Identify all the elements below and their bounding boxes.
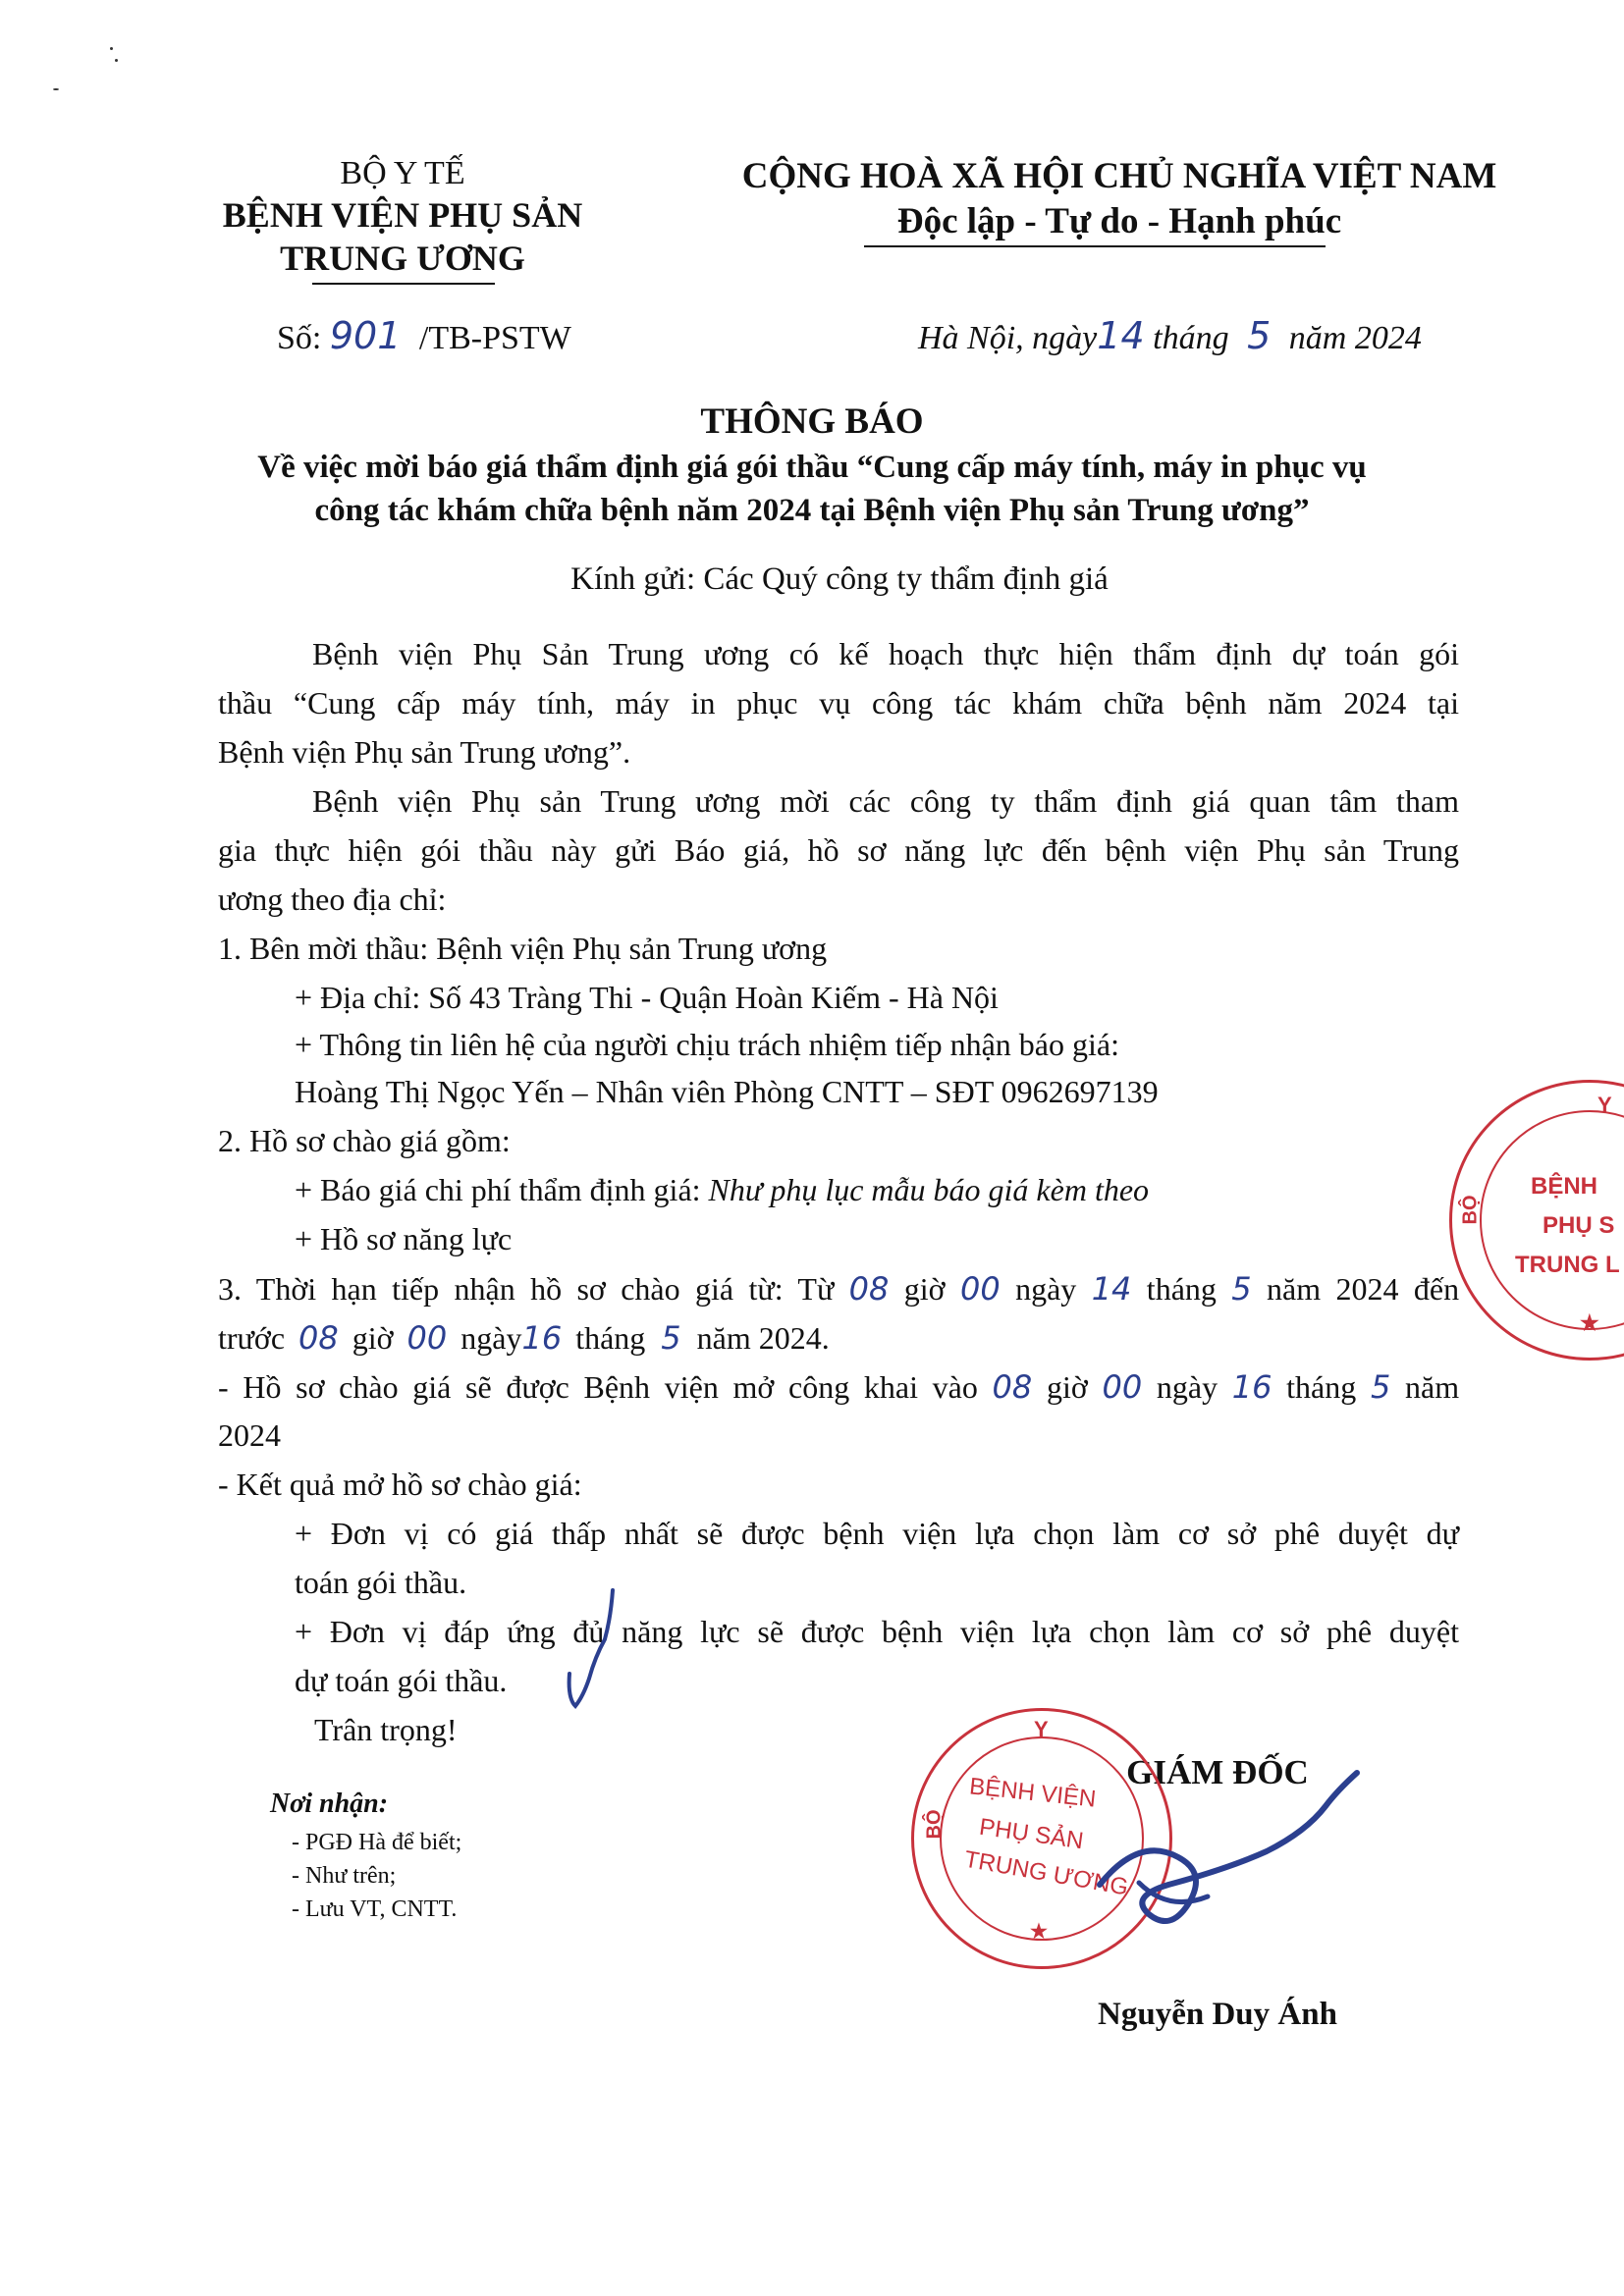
issue-date: [918, 314, 1422, 357]
date-month: 5: [1247, 314, 1272, 357]
opening-text: năm: [1404, 1369, 1460, 1405]
side-stamp-line3: TRUNG L: [1515, 1252, 1620, 1278]
notice-subject-line2: công tác khám chữa bệnh năm 2024 tại Bệnh viện Phụ sản Trung ương”: [314, 493, 1310, 528]
scan-speck: [115, 59, 118, 62]
side-stamp-line2: PHỤ S: [1543, 1212, 1615, 1239]
handwritten-initial: [550, 1580, 628, 1718]
date-year: năm 2024: [1288, 320, 1422, 356]
opening-hour: 08: [992, 1368, 1033, 1406]
paragraph-1-line1: Bệnh viện Phụ Sản Trung ương có kế hoạch thực hiện thẩm định dự toán gói: [312, 636, 1459, 671]
recipients-heading: Nơi nhận:: [270, 1789, 389, 1819]
item-1-person: Hoàng Thị Ngọc Yến – Nhân viên Phòng CNTT – SĐT 0962697139: [295, 1074, 1159, 1109]
opening-day: 16: [1231, 1368, 1272, 1406]
doc-number-suffix: /TB-PSTW: [418, 320, 571, 356]
opening-text: - Hồ sơ chào giá sẽ được Bệnh viện mở công khai vào: [218, 1369, 978, 1405]
motto-underline: [864, 245, 1326, 247]
paragraph-2-line3: ương theo địa chỉ:: [218, 881, 447, 917]
hospital-name-line1: BỆNH VIỆN PHỤ SẢN: [222, 195, 583, 235]
item-3-month: 5: [1231, 1270, 1252, 1308]
result-a-line1: + Đơn vị có giá thấp nhất sẽ được bệnh viện lựa chọn làm cơ sở phê duyệt dự: [295, 1516, 1459, 1551]
date-month-label: tháng: [1153, 320, 1229, 356]
paragraph-1-line3: Bệnh viện Phụ sản Trung ương”.: [218, 734, 631, 770]
item-3-text: giờ: [352, 1320, 394, 1356]
hospital-name-line2: TRUNG ƯƠNG: [280, 239, 525, 278]
item-2-capacity: + Hồ sơ năng lực: [295, 1221, 513, 1256]
notice-title: THÔNG BÁO: [700, 401, 924, 442]
scan-speck: [53, 88, 59, 90]
result-b-line1: + Đơn vị đáp ứng đủ năng lực sẽ được bệnh viện lựa chọn làm cơ sở phê duyệt: [295, 1614, 1459, 1649]
side-stamp-line1: BỆNH: [1531, 1173, 1598, 1200]
item-1-address: + Địa chỉ: Số 43 Tràng Thi - Quận Hoàn Kiếm - Hà Nội: [295, 980, 999, 1015]
official-stamp-line1: BỆNH VIỆN: [967, 1773, 1098, 1813]
item-3-day: 14: [1091, 1270, 1132, 1308]
side-stamp-top: Y: [1597, 1093, 1612, 1117]
item-3-month: 5: [661, 1319, 681, 1357]
director-signature: [1080, 1767, 1375, 1944]
item-2-heading: 2. Hồ sơ chào giá gồm:: [218, 1123, 511, 1158]
item-1-heading: 1. Bên mời thầu: Bệnh viện Phụ sản Trung ương: [218, 931, 828, 966]
opening-text: tháng: [1286, 1369, 1357, 1405]
ministry-name: BỘ Y TẾ: [340, 155, 465, 191]
item-3-text: giờ: [903, 1271, 946, 1307]
recipient-item: - Như trên;: [292, 1863, 397, 1889]
paragraph-2-line2: gia thực hiện gói thầu này gửi Báo giá, hồ sơ năng lực đến bệnh viện Phụ sản Trung: [218, 832, 1459, 868]
result-heading: - Kết quả mở hồ sơ chào giá:: [218, 1467, 582, 1502]
header-left-underline: [312, 283, 495, 285]
item-3-minute: 00: [406, 1319, 448, 1357]
scan-speck: [110, 47, 113, 50]
date-day: 14: [1097, 314, 1145, 357]
opening-minute: 00: [1102, 1368, 1143, 1406]
item-3-text: 3. Thời hạn tiếp nhận hồ sơ chào giá từ: Từ: [218, 1271, 835, 1307]
result-b-line2: dự toán gói thầu.: [295, 1663, 508, 1698]
greeting: Kính gửi: Các Quý công ty thẩm định giá: [570, 561, 1109, 597]
date-prefix: Hà Nội, ngày: [918, 320, 1098, 356]
closing: Trân trọng!: [314, 1712, 458, 1747]
official-stamp-line2: PHỤ SẢN: [977, 1813, 1086, 1855]
result-a-line2: toán gói thầu.: [295, 1565, 467, 1600]
opening-month: 5: [1370, 1368, 1391, 1406]
item-3-text: năm 2024 đến: [1267, 1271, 1460, 1307]
notice-subject-line1: Về việc mời báo giá thẩm định giá gói thầu “Cung cấp máy tính, máy in phục vụ: [257, 450, 1367, 485]
item-3-text: ngày: [1015, 1271, 1077, 1307]
item-3-hour: 08: [298, 1319, 339, 1357]
item-3-line2: [218, 1319, 830, 1357]
recipient-item: - Lưu VT, CNTT.: [292, 1896, 458, 1922]
signer-title: GIÁM ĐỐC: [1126, 1753, 1309, 1791]
item-2-quote: [295, 1172, 1149, 1208]
side-stamp-left: BỘ: [1459, 1195, 1482, 1225]
opening-text: giờ: [1046, 1369, 1088, 1405]
item-3-text: trước: [218, 1320, 286, 1356]
item-3-hour: 08: [848, 1270, 890, 1308]
opening-year: 2024: [218, 1417, 281, 1453]
doc-number: [277, 314, 571, 357]
item-2-quote-prefix: + Báo giá chi phí thẩm định giá:: [295, 1172, 709, 1207]
opening-line1: [218, 1368, 1459, 1406]
opening-text: ngày: [1156, 1369, 1218, 1405]
paragraph-1-line2: thầu “Cung cấp máy tính, máy in phục vụ công tác khám chữa bệnh năm 2024 tại: [218, 685, 1459, 721]
official-stamp-top: Y: [1034, 1717, 1049, 1741]
side-stamp: [1449, 1080, 1624, 1361]
side-stamp-star-icon: ★: [1580, 1310, 1599, 1335]
official-stamp-star-icon: ★: [1030, 1921, 1048, 1943]
item-3-text: ngày: [460, 1320, 522, 1356]
item-3-minute: 00: [959, 1270, 1001, 1308]
doc-number-value: 901: [329, 314, 402, 357]
country-name: CỘNG HOÀ XÃ HỘI CHỦ NGHĨA VIỆT NAM: [741, 156, 1497, 196]
item-1-contact: + Thông tin liên hệ của người chịu trách nhiệm tiếp nhận báo giá:: [295, 1027, 1119, 1062]
signer-name: Nguyễn Duy Ánh: [1098, 1997, 1337, 2032]
item-3-day: 16: [521, 1319, 563, 1357]
item-3-text: tháng: [1146, 1271, 1217, 1307]
doc-number-label: Số:: [277, 320, 322, 356]
national-motto: Độc lập - Tự do - Hạnh phúc: [896, 201, 1342, 241]
item-3-line1: [218, 1270, 1459, 1308]
recipient-item: - PGĐ Hà để biết;: [292, 1830, 462, 1855]
item-2-quote-italic: Như phụ lục mẫu báo giá kèm theo: [708, 1172, 1150, 1207]
item-3-text: năm 2024.: [696, 1320, 830, 1356]
official-stamp-left: BỘ: [923, 1809, 946, 1840]
item-3-text: tháng: [575, 1320, 646, 1356]
official-stamp-line3: TRUNG ƯƠNG: [962, 1845, 1131, 1901]
paragraph-2-line1: Bệnh viện Phụ sản Trung ương mời các công ty thẩm định giá quan tâm tham: [312, 783, 1459, 819]
